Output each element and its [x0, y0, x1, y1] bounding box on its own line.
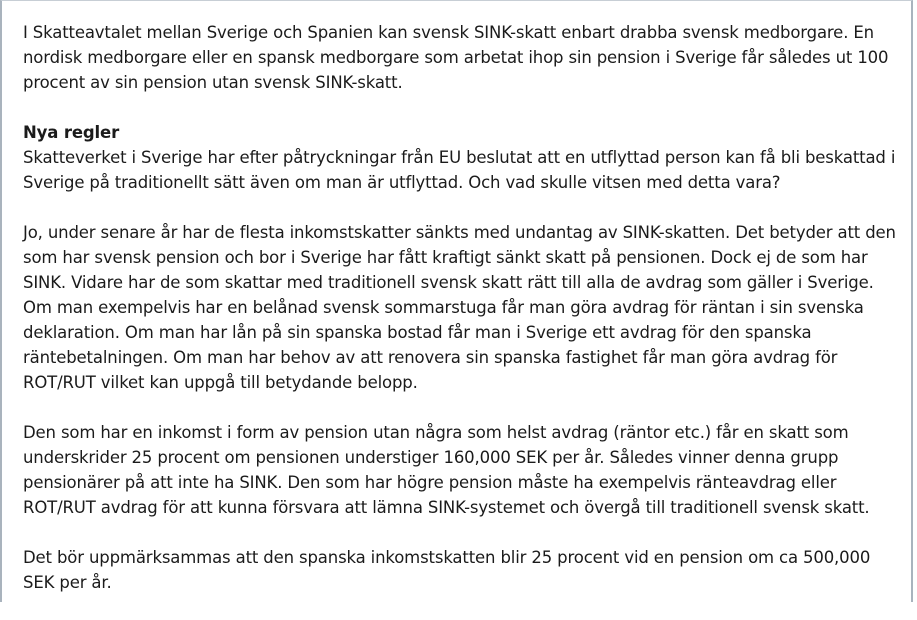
paragraph-spanish-tax: Det bör uppmärksammas att den spanska inkomstskatten blir 25 procent vid en pension om ca 500,000 SEK per år. — [23, 548, 871, 592]
paragraph-pension-income: Den som har en inkomst i form av pension utan några som helst avdrag (räntor etc.) får en skatt som underskrider 25 procent om pensionen understiger 160,000 SEK per år. Således vinner denna grupp pensionärer på att inte ha SINK. Den som har högre pension måste ha exempelvis ränteavdrag eller ROT/RUT avdrag för att kunna försvara att lämna SINK-systemet och övergå till traditionell svensk skatt. — [23, 423, 870, 517]
paragraph-tax-deductions: Jo, under senare år har de flesta inkomstskatter sänkts med undantag av SINK-skatten. Det betyder att den som har svensk pension och bor i Sverige har fått kraftigt sänkt skatt på pensionen. Dock ej de som har SINK. Vidare har de som skattar med traditionell svensk skatt rätt till alla de avdrag som gäller i Sverige. Om man exempelvis har en belånad svensk sommarstuga får man göra avdrag för räntan i sin svenska deklaration. Om man har lån på sin spanska bostad får man i Sverige ett avdrag för den spanska räntebetalningen. Om man har behov av att renovera sin spanska fastighet får man göra avdrag för ROT/RUT vilket kan uppgå till betydande belopp. — [23, 223, 896, 392]
article-body — [23, 20, 908, 620]
section-heading: Nya regler — [23, 123, 120, 142]
paragraph-new-rules: Skatteverket i Sverige har efter påtryckningar från EU beslutat att en utflyttad person kan få bli beskattad i Sverige på traditionellt sätt även om man är utflyttad. Och vad skulle vitsen med detta vara? — [23, 148, 896, 192]
paragraph-sink-treaty: I Skatteavtalet mellan Sverige och Spanien kan svensk SINK-skatt enbart drabba svensk medborgare. En nordisk medborgare eller en spansk medborgare som arbetat ihop sin pension i Sverige får således ut 100 procent av sin pension utan svensk SINK-skatt. — [23, 23, 889, 92]
